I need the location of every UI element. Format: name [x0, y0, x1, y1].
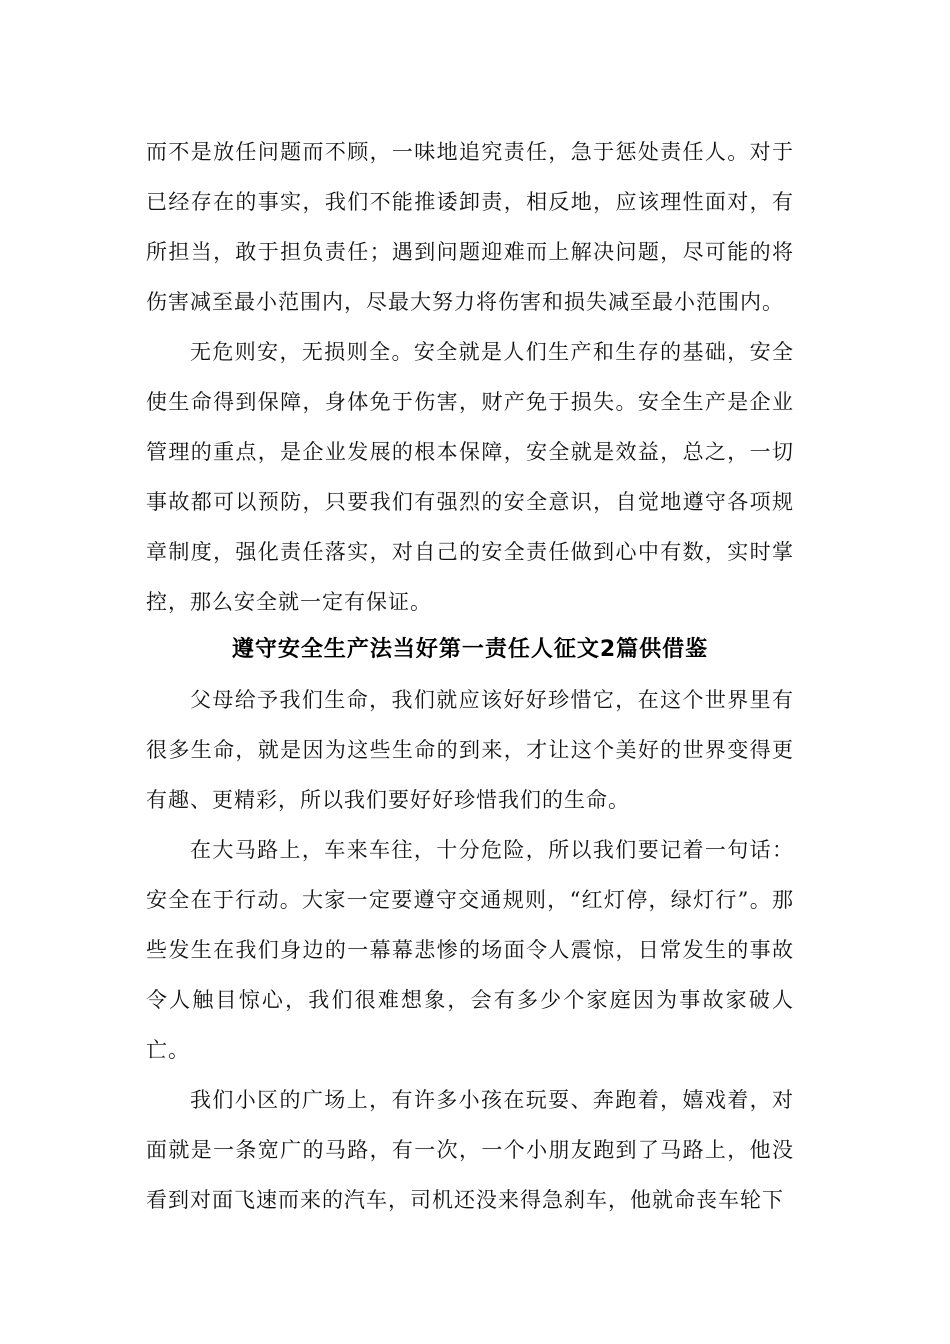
- paragraph-traffic-rules: 在大马路上，车来车往，十分危险，所以我们要记着一句话：安全在于行动。大家一定要遵守交通规则，“红灯停，绿灯行”。那些发生在我们身边的一幕幕悲惨的场面令人震惊，日常发生的事故令人触目惊心，我们很难想象，会有多少个家庭因为事故家破人亡。: [146, 838, 794, 1062]
- paragraph-continuation: 而不是放任问题而不顾，一味地追究责任，急于惩处责任人。对于已经存在的事实，我们不能推诿卸责，相反地，应该理性面对，有所担当，敢于担负责任；遇到问题迎难而上解决问题，尽可能的将伤害减至最小范围内，尽最大努力将伤害和损失减至最小范围内。: [146, 140, 794, 314]
- paragraph-safety-basis: 无危则安，无损则全。安全就是人们生产和生存的基础，安全使生命得到保障，身体免于伤害，财产免于损失。安全生产是企业管理的重点，是企业发展的根本保障，安全就是效益，总之，一切事故都可以预防，只要我们有强烈的安全意识，自觉地遵守各项规章制度，强化责任落实，对自己的安全责任做到心中有数，实时掌控，那么安全就一定有保证。: [146, 340, 794, 614]
- paragraph-cherish-life: 父母给予我们生命，我们就应该好好珍惜它，在这个世界里有很多生命，就是因为这些生命的到来，才让这个美好的世界变得更有趣、更精彩，所以我们要好好珍惜我们的生命。: [146, 688, 794, 812]
- section-heading: 遵守安全生产法当好第一责任人征文2篇供借鉴: [231, 637, 709, 662]
- paragraph-playground-story: 我们小区的广场上，有许多小孩在玩耍、奔跑着，嬉戏着，对面就是一条宽广的马路，有一次，一个小朋友跑到了马路上，他没看到对面飞速而来的汽车，司机还没来得急刹车，他就命丧车轮下: [146, 1088, 794, 1212]
